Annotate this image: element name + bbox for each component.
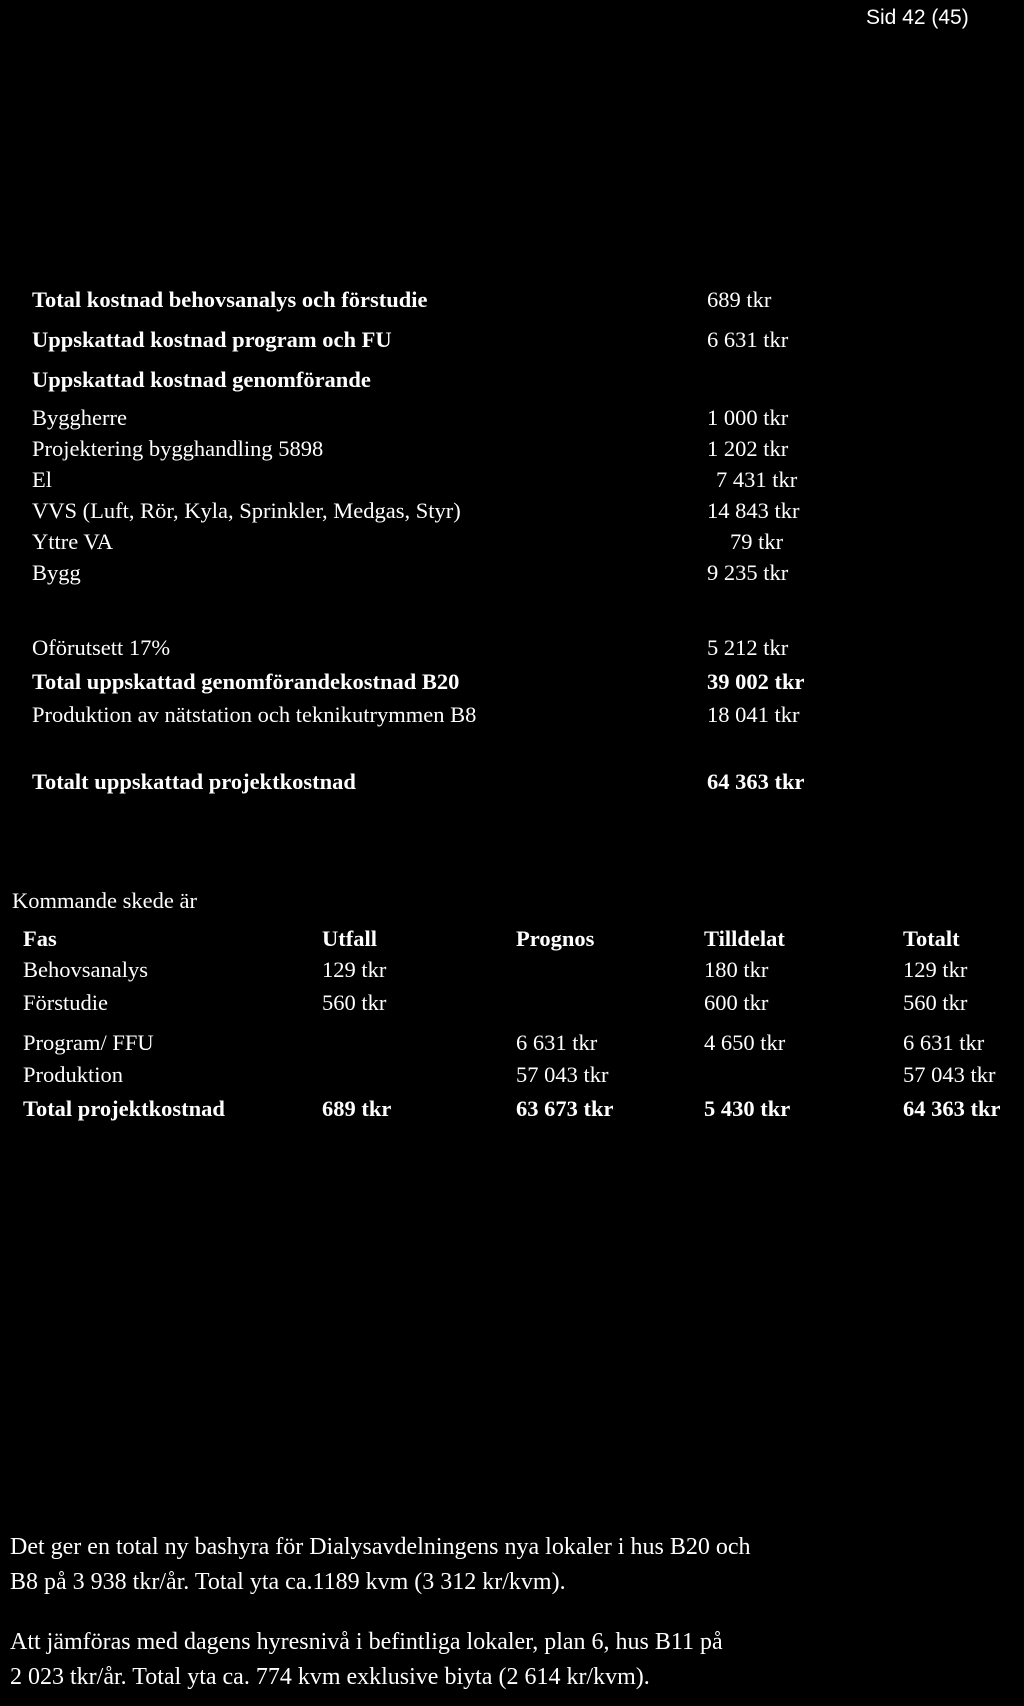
cost-label: Totalt uppskattad projektkostnad xyxy=(32,769,356,794)
cost-value: 79 tkr xyxy=(730,529,784,554)
cost-row-yttre-va xyxy=(32,527,932,557)
cost-row-projektering xyxy=(32,434,932,464)
cost-row-produktion xyxy=(32,700,932,730)
header-fas: Fas xyxy=(23,926,57,951)
cell-utfall: 129 tkr xyxy=(322,957,387,982)
cell-totalt: 6 631 tkr xyxy=(903,1030,985,1055)
table-row xyxy=(23,1060,1024,1090)
cost-row-vvs xyxy=(32,496,932,526)
cell-totalt: 129 tkr xyxy=(903,957,968,982)
cell-fas: Total projektkostnad xyxy=(23,1096,225,1121)
cell-totalt: 64 363 tkr xyxy=(903,1096,1001,1121)
cost-value: 39 002 tkr xyxy=(707,669,805,694)
table-row xyxy=(23,988,1024,1018)
paragraph-line: Att jämföras med dagens hyresnivå i befintliga lokaler, plan 6, hus B11 på xyxy=(10,1629,723,1655)
cell-utfall: 689 tkr xyxy=(322,1096,392,1121)
cost-label: Produktion av nätstation och teknikutrymmen B8 xyxy=(32,702,477,727)
header-totalt: Totalt xyxy=(903,926,960,951)
cost-label: Projektering bygghandling 5898 xyxy=(32,436,324,461)
cost-label: VVS (Luft, Rör, Kyla, Sprinkler, Medgas, Styr) xyxy=(32,498,461,523)
cell-fas: Förstudie xyxy=(23,990,109,1015)
cell-tilldelat: 5 430 tkr xyxy=(704,1096,791,1121)
cost-value: 5 212 tkr xyxy=(707,635,789,660)
cost-label: Uppskattad kostnad program och FU xyxy=(32,327,392,352)
cell-prognos: 57 043 tkr xyxy=(516,1062,609,1087)
cost-label: El xyxy=(32,467,52,492)
cell-fas: Behovsanalys xyxy=(23,957,148,982)
cost-label: Total uppskattad genomförandekostnad B20 xyxy=(32,669,460,694)
cost-value: 7 431 tkr xyxy=(716,467,798,492)
paragraph-jamforelse xyxy=(10,1625,1010,1695)
cell-prognos: 63 673 tkr xyxy=(516,1096,614,1121)
cost-value: 14 843 tkr xyxy=(707,498,800,523)
cell-tilldelat: 4 650 tkr xyxy=(704,1030,786,1055)
cost-label: Bygg xyxy=(32,560,81,585)
cost-row-program-fu xyxy=(32,325,932,355)
cell-totalt: 560 tkr xyxy=(903,990,968,1015)
cell-fas: Produktion xyxy=(23,1062,124,1087)
cost-row-byggherre xyxy=(32,403,932,433)
cost-label: Oförutsett 17% xyxy=(32,635,171,660)
cost-row-totalt-projektkostnad xyxy=(32,767,932,797)
table-row xyxy=(23,955,1024,985)
cost-value: 1 202 tkr xyxy=(707,436,789,461)
phase-table-intro: Kommande skede är xyxy=(12,888,197,913)
cost-value: 18 041 tkr xyxy=(707,702,800,727)
cell-fas: Program/ FFU xyxy=(23,1030,154,1055)
page-number: Sid 42 (45) xyxy=(866,6,969,29)
cell-totalt: 57 043 tkr xyxy=(903,1062,996,1087)
cell-prognos: 6 631 tkr xyxy=(516,1030,598,1055)
phase-table-header xyxy=(23,924,1024,954)
cost-value: 9 235 tkr xyxy=(707,560,789,585)
paragraph-line: Det ger en total ny bashyra för Dialysavdelningens nya lokaler i hus B20 och xyxy=(10,1534,751,1560)
cost-row-total-genomforande xyxy=(32,667,932,697)
paragraph-bashyra xyxy=(10,1530,1010,1600)
cost-row-total-behovsanalys xyxy=(32,285,932,315)
table-total-row xyxy=(23,1094,1024,1124)
cost-row-bygg xyxy=(32,558,932,588)
cell-tilldelat: 600 tkr xyxy=(704,990,769,1015)
table-row xyxy=(23,1028,1024,1058)
cost-value: 1 000 tkr xyxy=(707,405,789,430)
header-tilldelat: Tilldelat xyxy=(704,926,785,951)
header-prognos: Prognos xyxy=(516,926,595,951)
cost-row-oforutsett xyxy=(32,633,932,663)
cost-value: 6 631 tkr xyxy=(707,327,789,352)
cost-heading-label: Uppskattad kostnad genomförande xyxy=(32,367,371,392)
cell-utfall: 560 tkr xyxy=(322,990,387,1015)
paragraph-line: 2 023 tkr/år. Total yta ca. 774 kvm exklusive biyta (2 614 kr/kvm). xyxy=(10,1664,650,1690)
cost-heading-genomforande xyxy=(32,365,932,395)
header-utfall: Utfall xyxy=(322,926,377,951)
cost-label: Byggherre xyxy=(32,405,127,430)
paragraph-line: B8 på 3 938 tkr/år. Total yta ca.1189 kvm (3 312 kr/kvm). xyxy=(10,1569,566,1595)
cost-label: Total kostnad behovsanalys och förstudie xyxy=(32,287,428,312)
cost-label: Yttre VA xyxy=(32,529,114,554)
cost-value: 64 363 tkr xyxy=(707,769,805,794)
cost-value: 689 tkr xyxy=(707,287,772,312)
cost-row-el xyxy=(32,465,932,495)
cell-tilldelat: 180 tkr xyxy=(704,957,769,982)
